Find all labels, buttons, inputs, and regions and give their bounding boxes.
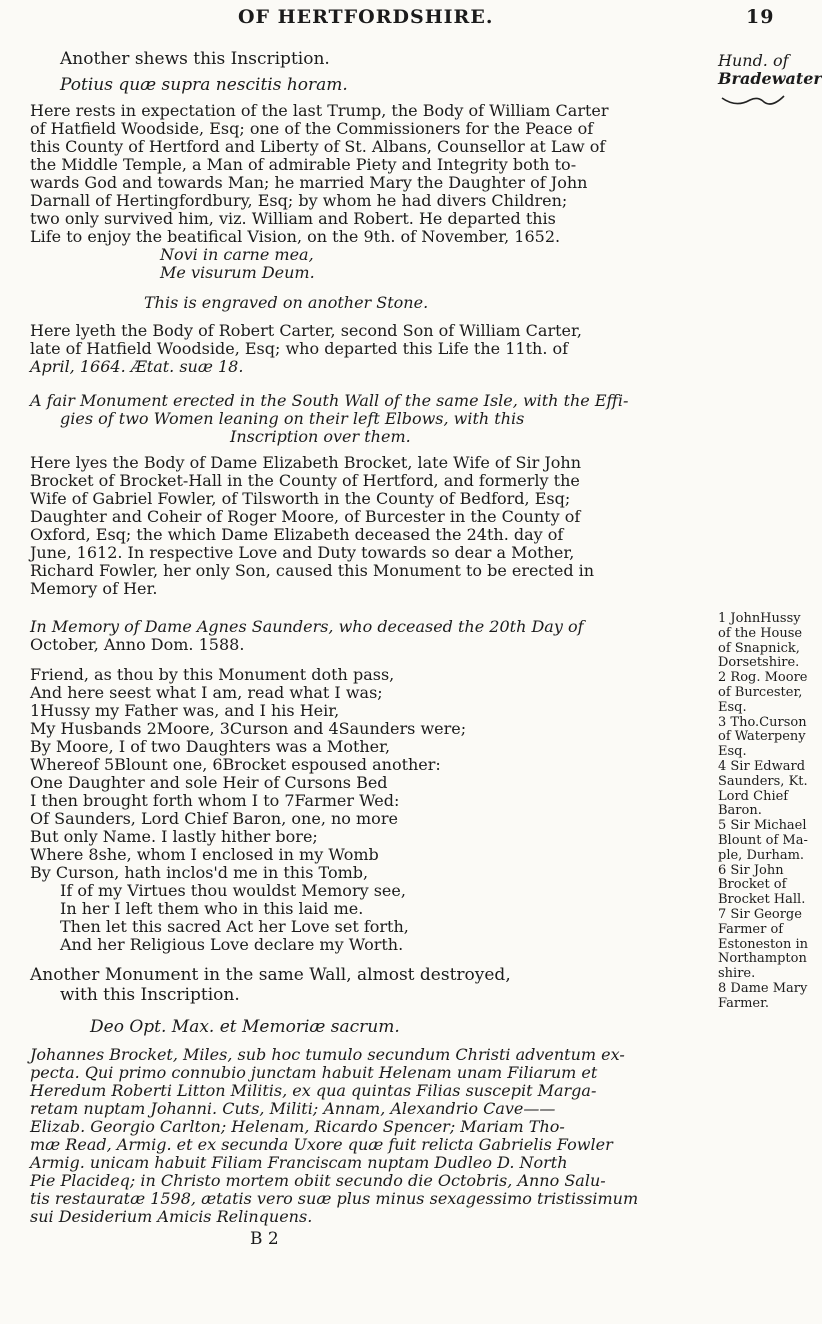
margin-note: Esq. [718,699,747,715]
text-line: retam nuptam Johanni. Cuts, Militi; Annam, Alexandrio Cave—— [30,1099,556,1118]
margin-note: Dorsetshire. [718,655,800,671]
text-line: gies of two Women leaning on their left Elbows, with this [60,409,525,428]
margin-note: Brocket of [718,877,787,893]
signature-mark: B 2 [250,1229,279,1249]
margin-note: of Waterpeny [718,729,806,745]
ornament-flourish-icon [720,94,786,108]
margin-note: 4 Sir Edward [718,758,806,774]
margin-note: 1 JohnHussy [718,611,801,626]
text-line: June, 1612. In respective Love and Duty towards so dear a Mother, [30,543,575,562]
text-line: pecta. Qui primo connubio junctam habuit Helenam unam Filiarum et [30,1063,598,1082]
text-line: Of Saunders, Lord Chief Baron, one, no more [30,809,398,828]
margin-note: 8 Dame Mary [718,980,808,996]
text-line: Richard Fowler, her only Son, caused this Monument to be erected in [30,561,595,580]
margin-note: Farmer. [718,995,770,1011]
text-line: October, Anno Dom. 1588. [30,635,245,654]
margin-note: 6 Sir John [718,862,784,878]
text-line: Where 8she, whom I enclosed in my Womb [30,845,379,864]
text-line: Johannes Brocket, Miles, sub hoc tumulo secundum Christi adventum ex- [30,1045,625,1064]
text-line: In her I left them who in this laid me. [60,899,364,918]
margin-note: Northampton [718,951,807,967]
text-line: sui Desiderium Amicis Relinquens. [30,1207,313,1226]
text-line: Here lyeth the Body of Robert Carter, second Son of William Carter, [30,321,582,340]
text-line: I then brought forth whom I to 7Farmer Wed: [30,791,400,810]
text-line: A fair Monument erected in the South Wall of the same Isle, with the Effi- [30,391,629,410]
header-title: OF HERTFORDSHIRE. [238,6,494,28]
margin-note: Esq. [718,744,747,760]
text-line: Heredum Roberti Litton Militis, ex qua quintas Filias suscepit Marga- [30,1081,597,1100]
text-line: Whereof 5Blount one, 6Brocket espoused another: [30,755,441,774]
text-line: the Middle Temple, a Man of admirable Piety and Integrity both to- [30,155,577,174]
margin-note: Baron. [718,803,762,819]
text-line: of Hatfield Woodside, Esq; one of the Commissioners for the Peace of [30,119,594,138]
running-header [0,6,800,32]
text-line: 1Hussy my Father was, and I his Heir, [30,701,340,720]
text-line: But only Name. I lastly hither bore; [30,827,318,846]
text-line: One Daughter and sole Heir of Cursons Bed [30,773,388,792]
text-line: Darnall of Hertingfordbury, Esq; by whom he had divers Children; [30,191,568,210]
text-line: Novi in carne mea, [160,245,314,264]
margin-note: Brocket Hall. [718,892,806,908]
margin-note: Saunders, Kt. [718,773,808,789]
margin-note: of the House [718,625,803,641]
text-line: Potius quæ supra nescitis horam. [60,75,348,95]
margin-note: Estoneston in [718,936,809,952]
text-line: Here rests in expectation of the last Trump, the Body of William Carter [30,101,609,120]
margin-note: 2 Rog. Moore [718,670,808,686]
text-line: My Husbands 2Moore, 3Curson and 4Saunders were; [30,719,467,738]
text-line: In Memory of Dame Agnes Saunders, who deceased the 20th Day of [30,617,584,636]
margin-notes [718,611,809,1012]
page-number: 19 [746,6,775,28]
margin-note: Farmer of [718,921,784,937]
text-line: If of my Virtues thou wouldst Memory see, [60,881,406,900]
margin-heading-line: Bradewater [718,69,822,88]
text-line: Pie Placideq; in Christo mortem obiit secundo die Octobris, Anno Salu- [30,1171,606,1190]
text-line: And her Religious Love declare my Worth. [60,935,404,954]
text-line: Elizab. Georgio Carlton; Helenam, Ricardo Spencer; Mariam Tho- [30,1117,565,1136]
text-line: Friend, as thou by this Monument doth pass, [30,665,395,684]
text-line: Me visurum Deum. [160,263,315,282]
margin-note: of Burcester, [718,684,803,700]
text-line: Inscription over them. [230,427,411,446]
text-line: Daughter and Coheir of Roger Moore, of Burcester in the County of [30,507,581,526]
text-line: This is engraved on another Stone. [144,293,429,312]
margin-note: Lord Chief [718,788,789,804]
margin-heading-line: Hund. of [718,51,789,70]
text-line: mæ Read, Armig. et ex secunda Uxore quæ fuit relicta Gabrielis Fowler [30,1135,613,1154]
text-line: this County of Hertford and Liberty of St. Albans, Counsellor at Law of [30,137,606,156]
text-line: By Curson, hath inclos'd me in this Tomb, [30,863,369,882]
text-line: By Moore, I of two Daughters was a Mother, [30,737,391,756]
text-line: late of Hatfield Woodside, Esq; who departed this Life the 11th. of [30,339,569,358]
text-line: Another shews this Inscription. [60,49,330,69]
text-line: wards God and towards Man; he married Mary the Daughter of John [30,173,588,192]
text-line: Brocket of Brocket-Hall in the County of Hertford, and formerly the [30,471,580,490]
text-line: Life to enjoy the beatifical Vision, on the 9th. of November, 1652. [30,227,561,246]
margin-note: of Snapnick, [718,640,800,656]
margin-note: ple, Durham. [718,847,805,863]
text-line: Wife of Gabriel Fowler, of Tilsworth in the County of Bedford, Esq; [30,489,571,508]
text-line: April, 1664. Ætat. suæ 18. [30,357,244,376]
text-line: tis restauratæ 1598, ætatis vero suæ plus minus sexagessimo tristissimum [30,1189,639,1208]
text-line: Then let this sacred Act her Love set forth, [60,917,409,936]
text-line: Memory of Her. [30,579,158,598]
margin-note: Blount of Ma- [718,832,808,848]
text-line: Deo Opt. Max. et Memoriæ sacrum. [90,1017,400,1037]
text-line: And here seest what I am, read what I was; [30,683,383,702]
text-line: Another Monument in the same Wall, almost destroyed, [30,965,511,985]
text-line: two only survived him, viz. William and Robert. He departed this [30,209,556,228]
text-line: Oxford, Esq; the which Dame Elizabeth deceased the 24th. day of [30,525,564,544]
text-line: with this Inscription. [60,985,240,1005]
margin-heading [718,52,822,88]
text-line: Armig. unicam habuit Filiam Franciscam nuptam Dudleo D. North [30,1153,568,1172]
margin-note: shire. [718,966,756,982]
margin-note: 5 Sir Michael [718,818,807,834]
text-line: Here lyes the Body of Dame Elizabeth Brocket, late Wife of Sir John [30,453,582,472]
margin-note: 7 Sir George [718,906,802,922]
margin-note: 3 Tho.Curson [718,714,807,730]
